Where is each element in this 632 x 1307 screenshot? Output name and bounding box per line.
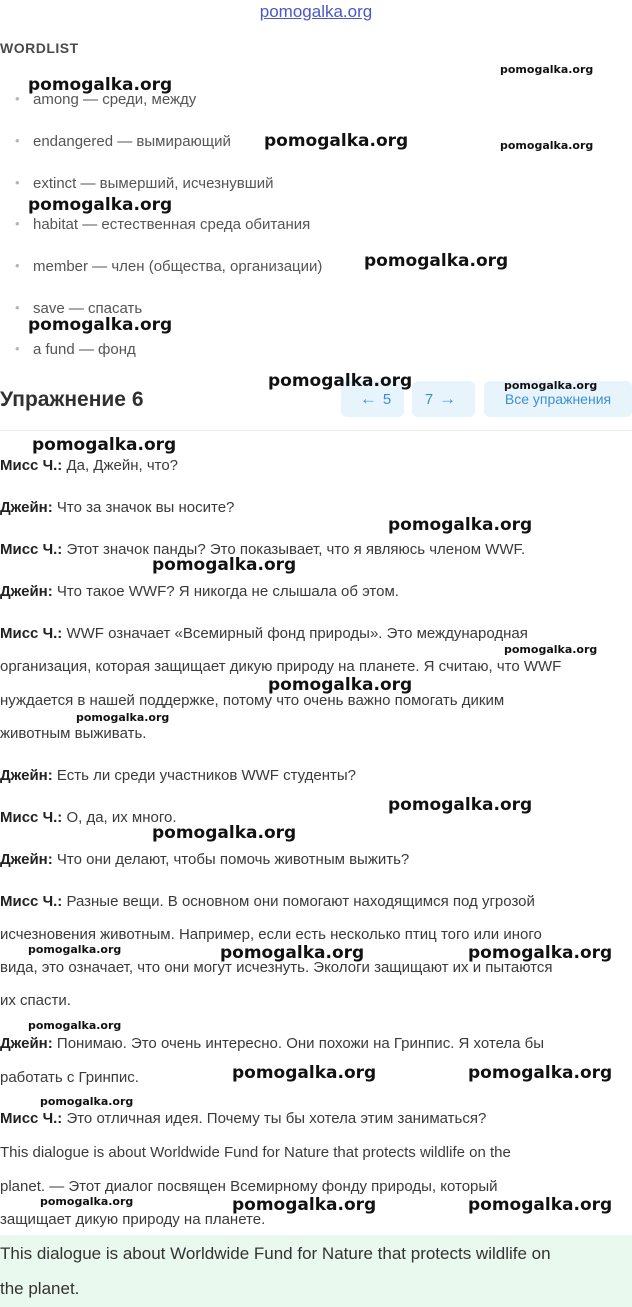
- speaker: Мисс Ч.:: [0, 893, 63, 910]
- watermark: pomogalka.org: [468, 1063, 613, 1083]
- dialogue-line: [0, 457, 178, 474]
- dialogue-line: исчезновения животным. Например, если есть несколько птиц того или иного: [0, 926, 542, 943]
- speaker: Джейн:: [0, 767, 53, 784]
- dialogue-line: [0, 767, 356, 784]
- arrow-right-icon: →: [439, 389, 457, 408]
- watermark: pomogalka.org: [268, 371, 413, 391]
- watermark: pomogalka.org: [468, 1195, 613, 1215]
- dialogue-text: Да, Джейн, что?: [66, 457, 179, 474]
- wordlist-item: • extinct — вымерший, исчезнувший: [17, 175, 274, 192]
- watermark: pomogalka.org: [500, 139, 594, 152]
- dialogue-line: [0, 851, 409, 868]
- speaker: Мисс Ч.:: [0, 625, 63, 642]
- dialogue-text: Что такое WWF? Я никогда не слышала об этом.: [56, 583, 399, 600]
- watermark: pomogalka.org: [364, 251, 509, 271]
- speaker: Джейн:: [0, 499, 53, 516]
- dialogue-line: вида, это означает, что они могут исчезнуть. Экологи защищают их и пытаются: [0, 959, 553, 976]
- dialogue-line: [0, 1035, 544, 1052]
- watermark: pomogalka.org: [388, 515, 533, 535]
- speaker: Джейн:: [0, 1035, 53, 1052]
- dialogue-line: [0, 893, 535, 910]
- answer-line: This dialogue is about Worldwide Fund for Nature that protects wildlife on: [0, 1244, 551, 1263]
- dialogue-line: работать с Гринпис.: [0, 1069, 139, 1086]
- answer-line: the planet.: [0, 1279, 80, 1298]
- watermark: pomogalka.org: [504, 379, 598, 392]
- summary-line: защищает дикую природу на планете.: [0, 1211, 266, 1228]
- wordlist-item: • among — среди, между: [17, 91, 196, 108]
- dialogue-text: Это отличная идея. Почему ты бы хотела этим заниматься?: [66, 1110, 487, 1127]
- next-exercise-label: 7: [424, 390, 434, 408]
- summary-line: This dialogue is about Worldwide Fund for Nature that protects wildlife on the: [0, 1144, 511, 1161]
- watermark: pomogalka.org: [40, 1195, 134, 1208]
- wordlist-title: WORDLIST: [0, 40, 79, 56]
- speaker: Джейн:: [0, 851, 53, 868]
- watermark: pomogalka.org: [220, 943, 365, 963]
- watermark: pomogalka.org: [232, 1063, 377, 1083]
- watermark: pomogalka.org: [152, 823, 297, 843]
- dialogue-line: их спасти.: [0, 992, 71, 1009]
- dialogue-text: Что за значок вы носите?: [56, 499, 235, 516]
- dialogue-text: Что они делают, чтобы помочь животным выжить?: [56, 851, 410, 868]
- top-site-link[interactable]: pomogalka.org: [259, 2, 373, 21]
- exercise-title: Упражнение 6: [0, 388, 144, 411]
- dialogue-line: [0, 809, 177, 826]
- watermark: pomogalka.org: [28, 1019, 122, 1032]
- watermark: pomogalka.org: [40, 1095, 134, 1108]
- watermark: pomogalka.org: [264, 131, 409, 151]
- speaker: Мисс Ч.:: [0, 809, 63, 826]
- watermark: pomogalka.org: [28, 75, 173, 95]
- watermark: pomogalka.org: [28, 943, 122, 956]
- dialogue-line: [0, 1110, 486, 1127]
- watermark: pomogalka.org: [268, 675, 413, 695]
- prev-exercise-label: 5: [382, 390, 392, 408]
- watermark: pomogalka.org: [504, 643, 598, 656]
- speaker: Джейн:: [0, 583, 53, 600]
- watermark: pomogalka.org: [152, 555, 297, 575]
- speaker: Мисс Ч.:: [0, 457, 63, 474]
- dialogue-text: Есть ли среди участников WWF студенты?: [56, 767, 357, 784]
- speaker: Мисс Ч.:: [0, 1110, 63, 1127]
- wordlist-item: • habitat — естественная среда обитания: [17, 216, 310, 233]
- watermark: pomogalka.org: [28, 195, 173, 215]
- dialogue-line: животным выживать.: [0, 725, 147, 742]
- dialogue-text: О, да, их много.: [66, 809, 177, 826]
- dialogue-text: Понимаю. Это очень интересно. Они похожи на Гринпис. Я хотела бы: [56, 1035, 545, 1052]
- dialogue-line: [0, 499, 234, 516]
- watermark: pomogalka.org: [388, 795, 533, 815]
- watermark: pomogalka.org: [232, 1195, 377, 1215]
- arrow-left-icon: ←: [359, 389, 377, 408]
- dialogue-line: [0, 583, 399, 600]
- watermark: pomogalka.org: [28, 315, 173, 335]
- all-exercises-button[interactable]: Все упражнения: [484, 381, 632, 417]
- answer-box: [0, 1235, 632, 1307]
- wordlist-item: • save — спасать: [17, 300, 142, 317]
- wordlist-item: • endangered — вымирающий: [17, 133, 231, 150]
- watermark: pomogalka.org: [76, 711, 170, 724]
- wordlist-item: • member — член (общества, организации): [17, 258, 322, 275]
- dialogue-line: [0, 625, 528, 642]
- dialogue-text: WWF означает «Всемирный фонд природы». Это международная: [66, 625, 528, 642]
- wordlist-item: • a fund — фонд: [17, 341, 136, 358]
- dialogue-text: Этот значок панды? Это показывает, что я являюсь членом WWF.: [66, 541, 526, 558]
- dialogue-line: нуждается в нашей поддержке, потому что очень важно помогать диким: [0, 692, 505, 709]
- summary-line: planet. — Этот диалог посвящен Всемирному фонду природы, который: [0, 1178, 498, 1195]
- watermark: pomogalka.org: [500, 63, 594, 76]
- dialogue-text: Разные вещи. В основном они помогают находящимся под угрозой: [66, 893, 535, 910]
- dialogue-line: организация, которая защищает дикую природу на планете. Я считаю, что WWF: [0, 658, 562, 675]
- watermark: pomogalka.org: [468, 943, 613, 963]
- watermark: pomogalka.org: [32, 435, 177, 455]
- next-exercise-button[interactable]: [412, 381, 475, 417]
- speaker: Мисс Ч.:: [0, 541, 63, 558]
